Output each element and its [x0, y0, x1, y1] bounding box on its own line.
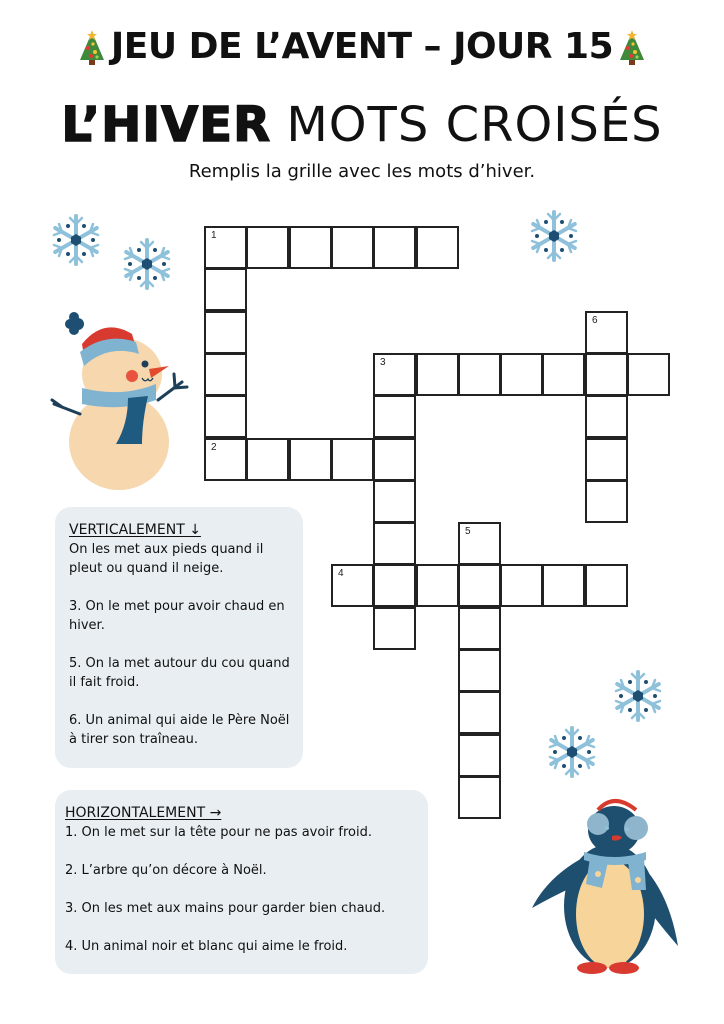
crossword-cell[interactable]: [585, 311, 628, 354]
crossword-cell[interactable]: [458, 607, 501, 650]
clue-number: 3: [380, 357, 386, 368]
horizontal-clue-1: 1. On le met sur la tête pour ne pas avoir froid.: [65, 825, 372, 840]
vertical-clue-5: 5. On la met autour du cou quand il fait froid.: [69, 656, 290, 690]
advent-title-text: JEU DE L’AVENT – JOUR 15: [110, 26, 614, 67]
vertical-clue-6: 6. Un animal qui aide le Père Noël à tirer son traîneau.: [69, 713, 290, 747]
crossword-cell[interactable]: [289, 226, 332, 269]
crossword-cell[interactable]: [542, 564, 585, 607]
horizontal-clues-box: [55, 790, 428, 974]
crossword-cell[interactable]: [373, 607, 416, 650]
crossword-cell[interactable]: [373, 522, 416, 565]
crossword-cell[interactable]: [204, 395, 247, 438]
crossword-cell[interactable]: [458, 564, 501, 607]
crossword-cell[interactable]: [458, 691, 501, 734]
crossword-cell[interactable]: [373, 226, 416, 269]
vertical-clue-3: 3. On le met pour avoir chaud en hiver.: [69, 599, 285, 633]
crossword-cell[interactable]: [585, 564, 628, 607]
crossword-cell[interactable]: [204, 311, 247, 354]
crossword-cell[interactable]: [373, 353, 416, 396]
crossword-cell[interactable]: [331, 564, 374, 607]
crossword-cell[interactable]: [373, 564, 416, 607]
horizontal-clue-3: 3. On les met aux mains pour garder bien chaud.: [65, 901, 386, 916]
snowflake-icon: [528, 210, 580, 262]
instructions: Remplis la grille avec les mots d’hiver.: [188, 161, 536, 182]
crossword-cell[interactable]: [585, 438, 628, 481]
vertical-clue-1: On les met aux pieds quand il pleut ou quand il neige.: [69, 542, 264, 576]
crossword-cell[interactable]: [204, 353, 247, 396]
crossword-cell[interactable]: [416, 564, 459, 607]
crossword-cell[interactable]: [373, 438, 416, 481]
crossword-cell[interactable]: [416, 353, 459, 396]
clue-number: 2: [211, 442, 217, 453]
crossword-cell[interactable]: [204, 268, 247, 311]
crossword-cell[interactable]: [500, 564, 543, 607]
crossword-cell[interactable]: [585, 480, 628, 523]
vertical-clues-heading: VERTICALEMENT ↓: [69, 522, 201, 538]
page-title-light: MOTS CROISÉS: [286, 97, 663, 153]
horizontal-clue-4: 4. Un animal noir et blanc qui aime le froid.: [65, 939, 348, 954]
crossword-cell[interactable]: [542, 353, 585, 396]
horizontal-clues-heading: HORIZONTALEMENT →: [65, 805, 222, 821]
crossword-cell[interactable]: [585, 395, 628, 438]
clue-number: 6: [592, 315, 598, 326]
crossword-cell[interactable]: [585, 353, 628, 396]
crossword-cell[interactable]: [458, 522, 501, 565]
crossword-cell[interactable]: [331, 226, 374, 269]
crossword-cell[interactable]: [246, 226, 289, 269]
vertical-clues-box: [55, 507, 303, 768]
crossword-cell[interactable]: [373, 395, 416, 438]
crossword-cell[interactable]: [458, 649, 501, 692]
crossword-cell[interactable]: [246, 438, 289, 481]
crossword-cell[interactable]: [627, 353, 670, 396]
crossword-cell[interactable]: [204, 226, 247, 269]
snowflake-icon: [121, 238, 173, 290]
snowflake-icon: [50, 214, 102, 266]
crossword-cell[interactable]: [458, 776, 501, 819]
clue-number: 4: [338, 568, 344, 579]
crossword-cell[interactable]: [458, 353, 501, 396]
crossword-cell[interactable]: [289, 438, 332, 481]
snowflake-icon: [612, 670, 664, 722]
clue-number: 1: [211, 230, 217, 241]
horizontal-clue-2: 2. L’arbre qu’on décore à Noël.: [65, 863, 267, 878]
penguin-icon: [528, 796, 688, 974]
snowman-icon: [44, 312, 194, 492]
snowflake-icon: [546, 726, 598, 778]
crossword-cell[interactable]: [500, 353, 543, 396]
page-title-bold: L’HIVER: [61, 97, 272, 153]
crossword-cell[interactable]: [373, 480, 416, 523]
crossword-cell[interactable]: [331, 438, 374, 481]
clue-number: 5: [465, 526, 471, 537]
crossword-cell[interactable]: [416, 226, 459, 269]
crossword-cell[interactable]: [458, 734, 501, 777]
crossword-cell[interactable]: [204, 438, 247, 481]
